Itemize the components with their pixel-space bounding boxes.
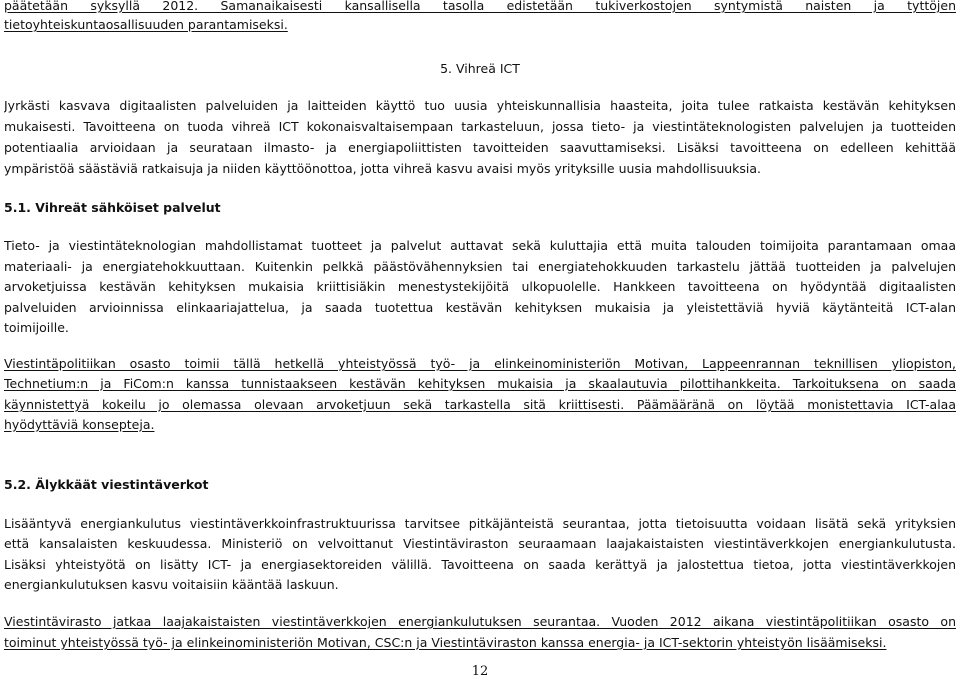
text-line: arvoketjuissa kestävän kehityksen mukaisia kriittisiäkin menestystekijöitä ulkopuolelle. Hankkeen tavoitteena on hyödyntää digitaalisten (4, 279, 956, 294)
text-line: Tieto- ja viestintäteknologian mahdollistamat tuotteet ja palvelut auttavat sekä kuluttajia että muita talouden toimijoita parantamaan omaa (4, 238, 956, 253)
text-line: Lisääntyvä energiankulutus viestintäverkkoinfrastruktuurissa tarvitsee pitkäjänteistä seurantaa, jotta tietoisuutta voidaan lisätä sekä yrityksien (4, 516, 956, 531)
text-line: Jyrkästi kasvava digitaalisten palveluiden ja laitteiden käyttö tuo uusia yhteiskunnallisia haasteita, joita tulee ratkaista kestävän kehityksen (4, 98, 956, 113)
text-line: palveluiden arvioinnissa elinkaariajattelua, ja saada tuotettua kestävän kehityksen mukaisia ja yleistettäviä hyviä käytänteitä ICT-alan (4, 300, 956, 315)
page-number: 12 (471, 664, 489, 679)
text-line: 5. Vihreä ICT (440, 61, 520, 76)
text-line: 5.1. Vihreät sähköiset palvelut (4, 200, 221, 215)
text-line: toiminut yhteistyössä työ- ja elinkeinoministeriön Motivan, CSC:n ja Viestintäviraston kanssa energia- ja ICT-sektorin yhteistyön lisäämiseksi. (4, 635, 887, 650)
text-line: toimijoille. (4, 320, 69, 335)
text-line: Viestintävirasto jatkaa laajakaistaisten viestintäverkkojen energiankulutuksen seurantaa. Vuoden 2012 aikana viestintäpolitiikan osasto on (4, 614, 956, 629)
text-line: Viestintäpolitiikan osasto toimii tällä hetkellä yhteistyössä työ- ja elinkeinoministeriön Motivan, Lappeenrannan teknillisen yliopiston, (4, 356, 956, 371)
text-line: 5.2. Älykkäät viestintäverkot (4, 477, 209, 492)
text-line: ympäristöä säästäviä ratkaisuja ja niiden käyttöönottoa, jotta vihreä kasvu avaisi myös yrityksille uusia mahdollisuuksia. (4, 161, 762, 176)
text-line: Lisäksi yhteistyötä on lisätty ICT- ja energiasektoreiden välillä. Tavoitteena on saada kerättyä ja jalostettua tietoa, jotta viestintäverkkojen (4, 557, 956, 572)
text-line: tietoyhteiskuntaosallisuuden parantamiseksi. (4, 17, 288, 32)
text-line: hyödyttäviä konsepteja. (4, 417, 155, 432)
text-line: käynnistettyä kokeilu jo olemassa olevaan arvoketjuun sekä tarkastella sitä kriittisesti. Päämääränä on löytää monistettavia ICT-alaa (4, 397, 956, 412)
text-line: että kansalaisten keskuudessa. Ministeriö on velvoittanut Viestintäviraston seuraamaan laajakaistaisten viestintäverkkojen energiankulutusta. (4, 536, 956, 551)
text-line: potentiaalia arvioidaan ja seurataan ilmasto- ja energiapoliittisten tavoitteiden saavuttamiseksi. Lisäksi tavoitteena on edelleen kehittää (4, 140, 956, 155)
text-line: energiankulutuksen kasvu voitaisiin kääntää laskuun. (4, 577, 339, 592)
text-line: mukaisesti. Tavoitteena on tuoda vihreä ICT kokonaisvaltaisempaan tarkasteluun, jossa tieto- ja viestintäteknologisten palvelujen ja tuotteiden (4, 119, 956, 134)
text-line: Technetium:n ja FiCom:n kanssa tunnistaakseen kestävän kehityksen mukaisia ja skaalautuvia pilottihankkeita. Tarkoituksena on saada (4, 376, 956, 391)
text-line: päätetään syksyllä 2012. Samanaikaisesti kansallisella tasolla edistetään tukiverkostojen syntymistä naisten ja tyttöjen (4, 0, 956, 13)
text-line: materiaali- ja energiatehokkuuttaan. Kuitenkin pelkkä päästövähennyksien tai energiatehokkuuden tarkastelu jättää tuotteiden ja palvelujen (4, 259, 956, 274)
